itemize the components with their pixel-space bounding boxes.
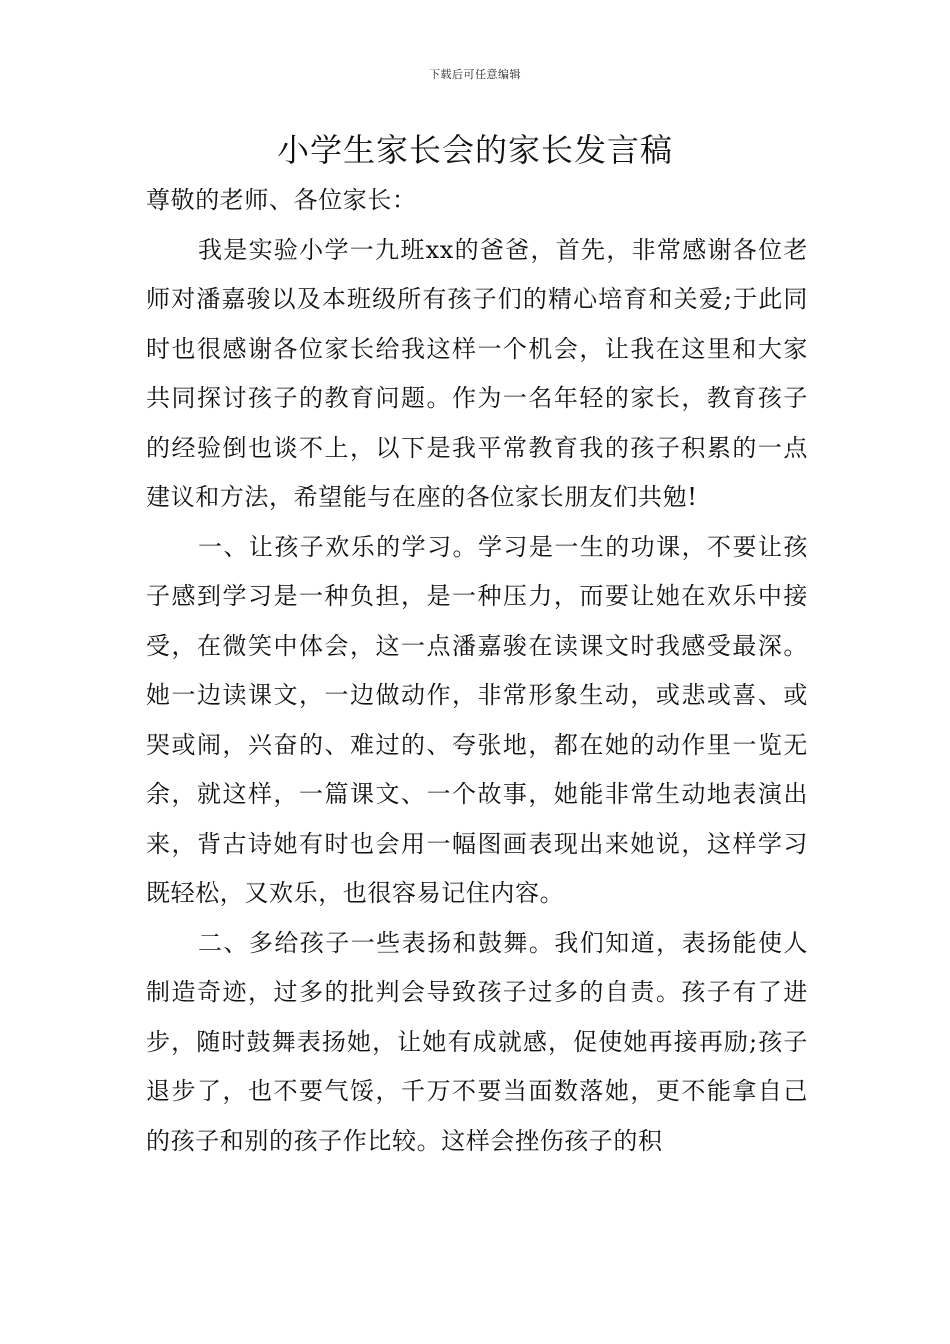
document-body	[146, 176, 808, 1166]
paragraph-point-two: 二、多给孩子一些表扬和鼓舞。我们知道，表扬能使人制造奇迹，过多的批判会导致孩子过多的自责。孩子有了进步，随时鼓舞表扬她，让她有成就感，促使她再接再励;孩子退步了，也不要气馁，千万不要当面数落她，更不能拿自己的孩子和别的孩子作比较。这样会挫伤孩子的积	[146, 928, 808, 1155]
header-note: 下载后可任意编辑	[429, 68, 521, 81]
paragraph-intro: 我是实验小学一九班xx的爸爸，首先，非常感谢各位老师对潘嘉骏以及本班级所有孩子们的精心培育和关爱;于此同时也很感谢各位家长给我这样一个机会，让我在这里和大家共同探讨孩子的教育问题。作为一名年轻的家长，教育孩子的经验倒也谈不上，以下是我平常教育我的孩子积累的一点建议和方法，希望能与在座的各位家长朋友们共勉!	[146, 235, 808, 511]
salutation: 尊敬的老师、各位家长：	[146, 186, 417, 214]
paragraph-point-one: 一、让孩子欢乐的学习。学习是一生的功课，不要让孩子感到学习是一种负担，是一种压力，而要让她在欢乐中接受，在微笑中体会，这一点潘嘉骏在读课文时我感受最深。她一边读课文，一边做动作，非常形象生动，或悲或喜、或哭或闹，兴奋的、难过的、夸张地，都在她的动作里一览无余，就这样，一篇课文、一个故事，她能非常生动地表演出来，背古诗她有时也会用一幅图画表现出来她说，这样学习既轻松，又欢乐，也很容易记住内容。	[146, 532, 808, 907]
page-title: 小学生家长会的家长发言稿	[276, 131, 673, 169]
